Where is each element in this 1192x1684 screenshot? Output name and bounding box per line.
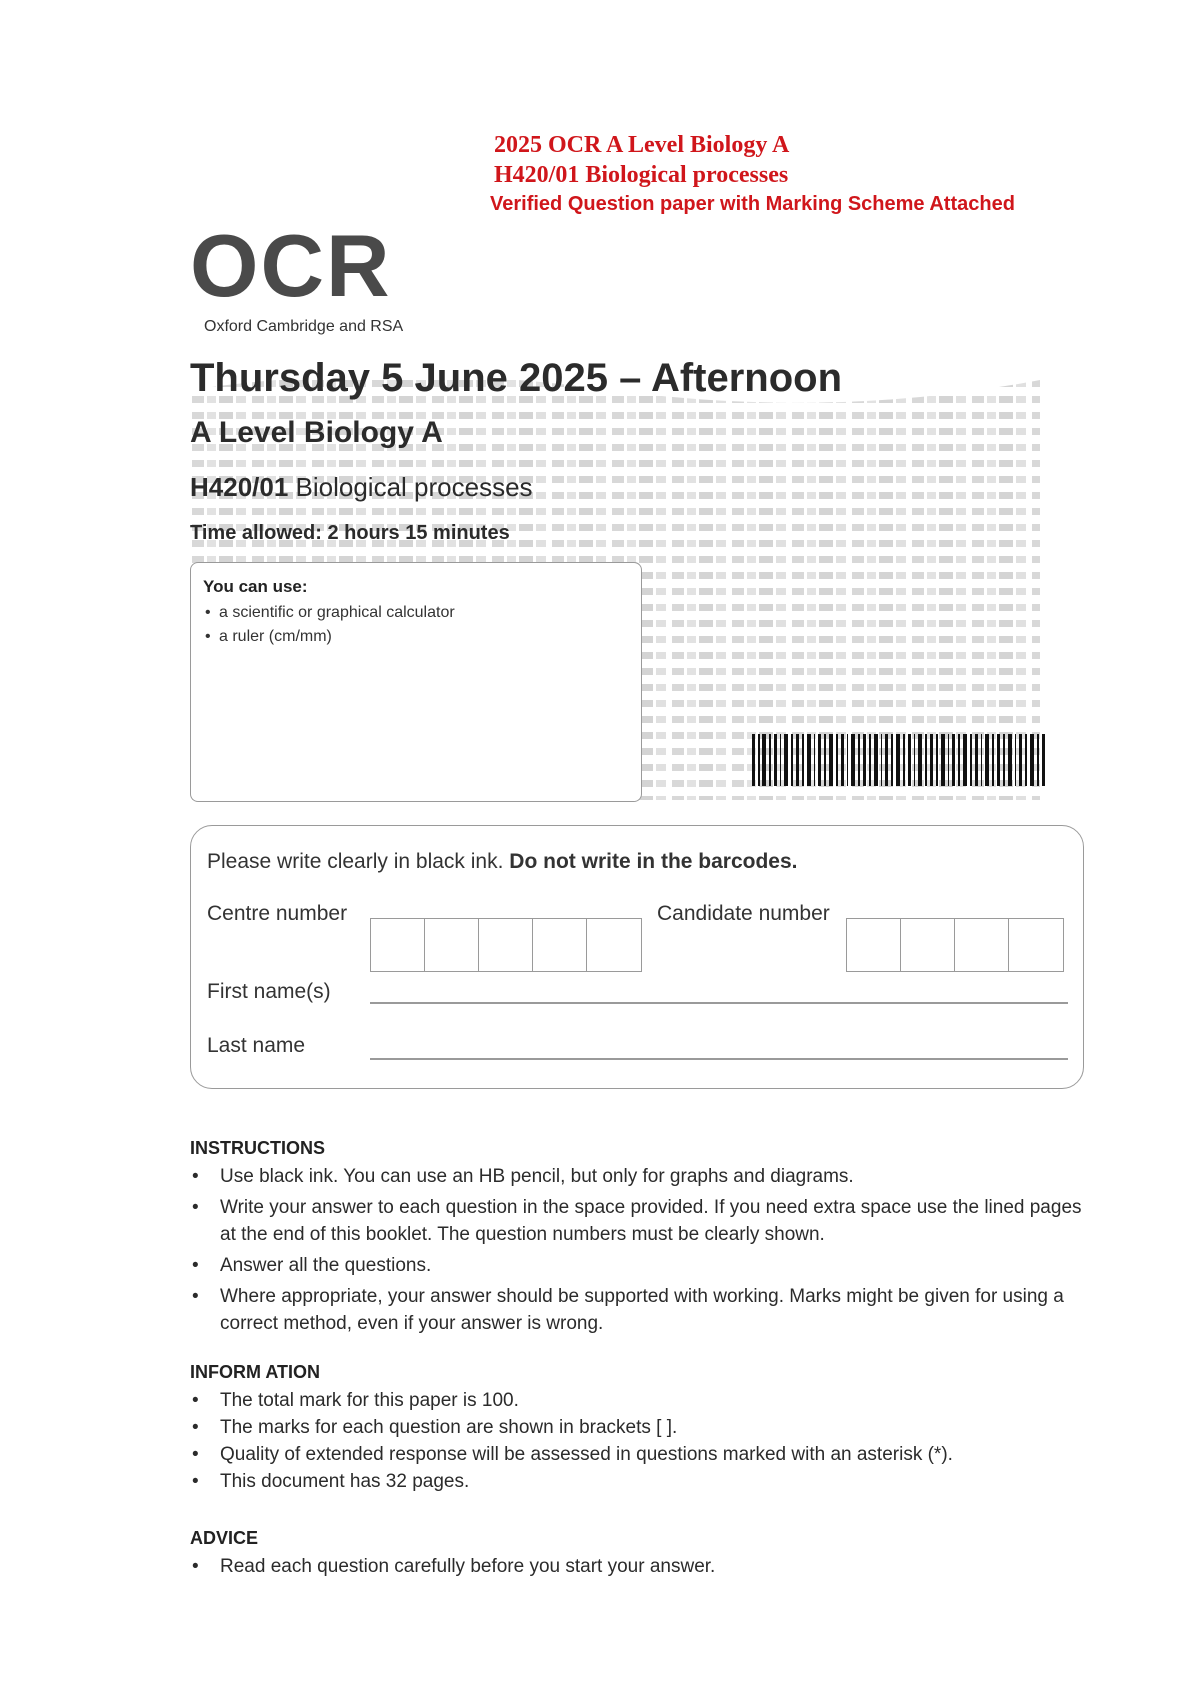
logo-subtitle: Oxford Cambridge and RSA	[204, 318, 404, 335]
list-item: • Quality of extended response will be assessed in questions marked with an asterisk (*).	[190, 1441, 1090, 1468]
list-item: • a ruler (cm/mm)	[203, 625, 629, 649]
candidate-number-input[interactable]	[846, 918, 1064, 972]
banner-paper: H420/01 Biological processes	[494, 162, 789, 188]
advice-heading: ADVICE	[190, 1528, 259, 1548]
logo-wordmark: OCR	[190, 216, 392, 315]
candidate-digit-box[interactable]	[901, 919, 955, 971]
candidate-number-label: Candidate number	[657, 902, 830, 925]
you-can-use-heading: You can use:	[203, 577, 308, 596]
you-can-use-list	[203, 601, 629, 649]
last-name-label: Last name	[207, 1034, 306, 1057]
centre-digit-box[interactable]	[587, 919, 641, 971]
exam-subject: A Level Biology A	[190, 416, 443, 449]
list-item: • Use black ink. You can use an HB pencil, but only for graphs and diagrams.	[190, 1163, 1090, 1190]
banner-verified: Verified Question paper with Marking Scheme Attached	[490, 193, 1015, 215]
list-item: • The total mark for this paper is 100.	[190, 1387, 1090, 1414]
candidate-digit-box[interactable]	[847, 919, 901, 971]
information-heading: INFORM ATION	[190, 1362, 320, 1382]
exam-paper	[190, 472, 533, 503]
ocr-logo	[190, 216, 440, 336]
list-item: • This document has 32 pages.	[190, 1468, 1090, 1495]
instructions-list	[190, 1163, 1090, 1337]
centre-digit-box[interactable]	[425, 919, 479, 971]
barcode	[752, 734, 1048, 794]
list-item: • Write your answer to each question in the space provided. If you need extra space use the lined pages at the end of this booklet. The question numbers must be clearly shown.	[190, 1194, 1090, 1248]
centre-digit-box[interactable]	[533, 919, 587, 971]
time-allowed: Time allowed: 2 hours 15 minutes	[190, 522, 510, 544]
exam-date-title: Thursday 5 June 2025 – Afternoon	[190, 356, 843, 400]
first-name-label: First name(s)	[207, 980, 331, 1003]
list-item: • The marks for each question are shown in brackets [ ].	[190, 1414, 1090, 1441]
list-item: • Answer all the questions.	[190, 1252, 1090, 1279]
list-item: • Where appropriate, your answer should be supported with working. Marks might be given for using a correct method, even if your answer is wrong.	[190, 1283, 1090, 1337]
list-item: • Read each question carefully before you start your answer.	[190, 1553, 1090, 1580]
centre-number-input[interactable]	[370, 918, 642, 972]
advice-list	[190, 1553, 1090, 1580]
information-list	[190, 1387, 1090, 1495]
paper-name: Biological processes	[288, 472, 533, 502]
banner-title: 2025 OCR A Level Biology A	[494, 132, 790, 158]
no-barcode-warning: Do not write in the barcodes.	[509, 850, 798, 873]
instructions-heading: INSTRUCTIONS	[190, 1138, 325, 1158]
centre-number-label: Centre number	[207, 902, 348, 925]
write-clearly-instruction	[207, 850, 798, 874]
last-name-field[interactable]	[370, 1058, 1068, 1060]
first-name-field[interactable]	[370, 1002, 1068, 1004]
centre-digit-box[interactable]	[371, 919, 425, 971]
paper-code: H420/01	[190, 472, 289, 502]
list-item: • a scientific or graphical calculator	[203, 601, 629, 625]
centre-digit-box[interactable]	[479, 919, 533, 971]
candidate-digit-box[interactable]	[1009, 919, 1063, 971]
write-clearly-text: Please write clearly in black ink.	[207, 850, 510, 873]
you-can-use-box	[190, 562, 642, 802]
candidate-digit-box[interactable]	[955, 919, 1009, 971]
